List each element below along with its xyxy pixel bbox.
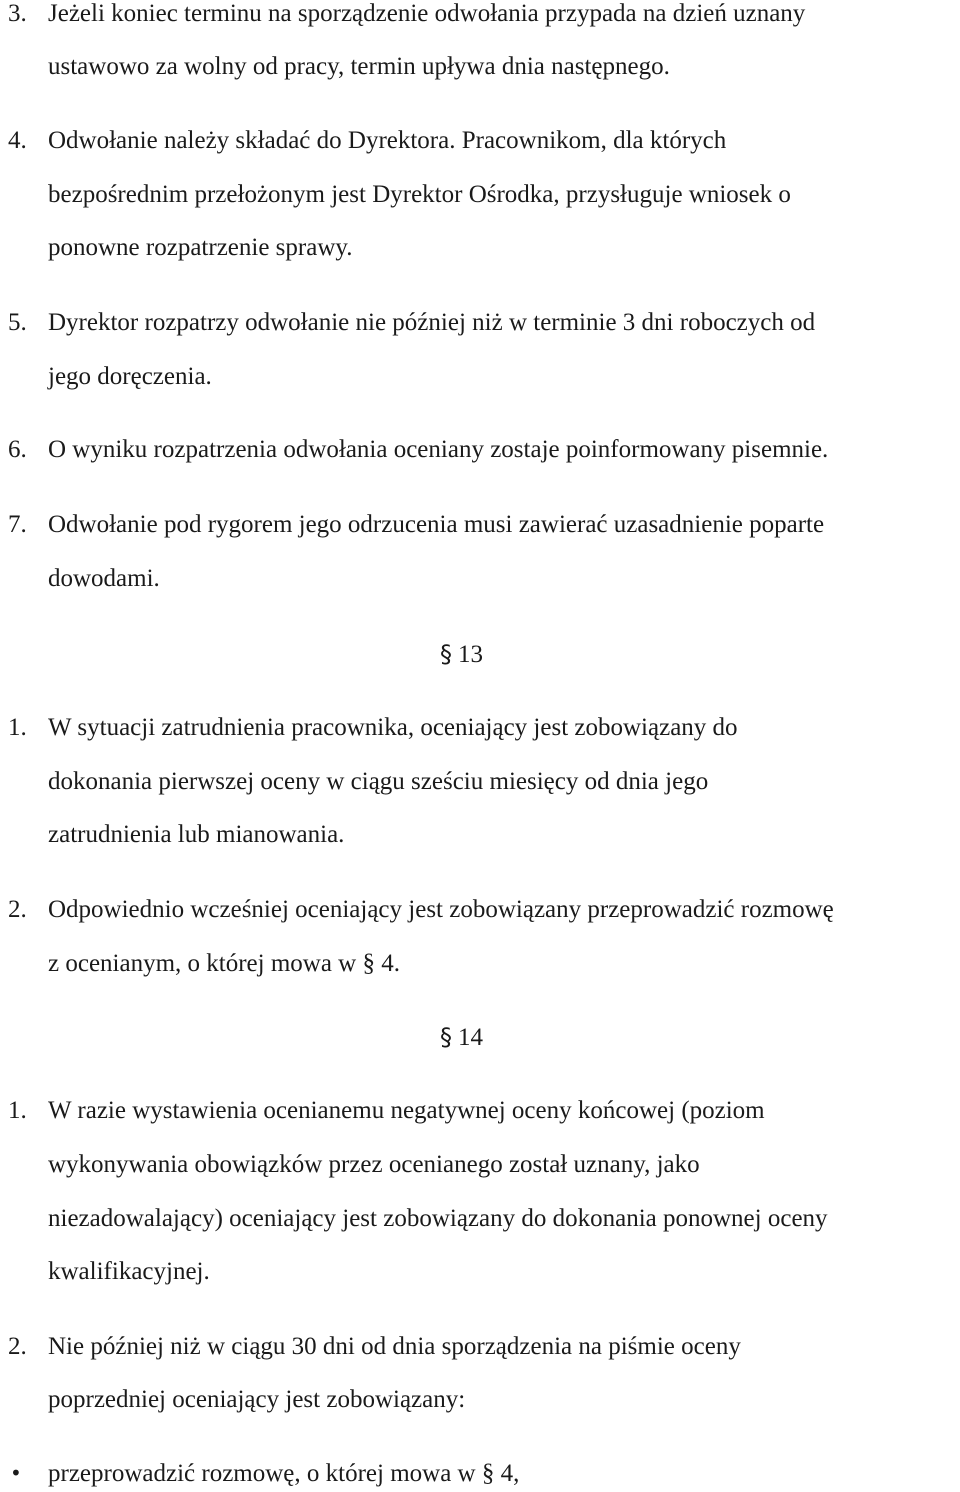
bullet-icon: •	[10, 1461, 22, 1485]
item-text-line: kwalifikacyjnej.	[48, 1258, 210, 1285]
section-number: 13	[458, 641, 483, 668]
item-text-line: O wyniku rozpatrzenia odwołania oceniany zostaje poinformowany pisemnie.	[48, 436, 829, 463]
item-number: 7.	[8, 511, 27, 538]
item-text-line: Jeżeli koniec terminu na sporządzenie odwołania przypada na dzień uznany	[48, 0, 806, 27]
item-number: 4.	[8, 127, 27, 154]
item-text-line: niezadowalający) oceniający jest zobowiązany do dokonania ponownej oceny	[48, 1205, 828, 1232]
item-text-line: W sytuacji zatrudnienia pracownika, oceniający jest zobowiązany do	[48, 714, 738, 741]
item-text-line: Nie później niż w ciągu 30 dni od dnia sporządzenia na piśmie oceny	[48, 1333, 741, 1360]
section-symbol: §	[440, 640, 452, 668]
item-text-line: Odpowiednio wcześniej oceniający jest zobowiązany przeprowadzić rozmowę	[48, 896, 834, 923]
item-text-line: dokonania pierwszej oceny w ciągu sześciu miesięcy od dnia jego	[48, 768, 709, 795]
item-text-line: ponowne rozpatrzenie sprawy.	[48, 234, 353, 261]
item-number: 5.	[8, 309, 27, 336]
item-text-line: ustawowo za wolny od pracy, termin upływa dnia następnego.	[48, 53, 670, 80]
item-text-line: Dyrektor rozpatrzy odwołanie nie później niż w terminie 3 dni roboczych od	[48, 309, 816, 336]
item-text-line: dowodami.	[48, 565, 160, 592]
item-text-line: wykonywania obowiązków przez ocenianego został uznany, jako	[48, 1151, 700, 1178]
item-number: 2.	[8, 896, 27, 923]
section-symbol: §	[440, 1023, 452, 1051]
section-number: 14	[458, 1024, 483, 1051]
item-number: 1.	[8, 714, 27, 741]
item-text-line: jego doręczenia.	[48, 363, 212, 390]
item-text-line: Odwołanie pod rygorem jego odrzucenia musi zawierać uzasadnienie poparte	[48, 511, 825, 538]
item-number: 6.	[8, 436, 27, 463]
section-heading	[440, 640, 483, 669]
item-text-line: Odwołanie należy składać do Dyrektora. Pracownikom, dla których	[48, 127, 727, 154]
item-text-line: bezpośrednim przełożonym jest Dyrektor Ośrodka, przysługuje wniosek o	[48, 181, 791, 208]
item-text-line: zatrudnienia lub mianowania.	[48, 821, 345, 848]
item-number: 1.	[8, 1097, 27, 1124]
item-text-line: W razie wystawienia ocenianemu negatywnej oceny końcowej (poziom	[48, 1097, 765, 1124]
section-heading	[440, 1023, 483, 1052]
item-number: 2.	[8, 1333, 27, 1360]
bullet-text: przeprowadzić rozmowę, o której mowa w § 4,	[48, 1460, 520, 1487]
item-text-line: z ocenianym, o której mowa w § 4.	[48, 950, 400, 977]
item-number: 3.	[8, 0, 27, 27]
item-text-line: poprzedniej oceniający jest zobowiązany:	[48, 1386, 466, 1413]
